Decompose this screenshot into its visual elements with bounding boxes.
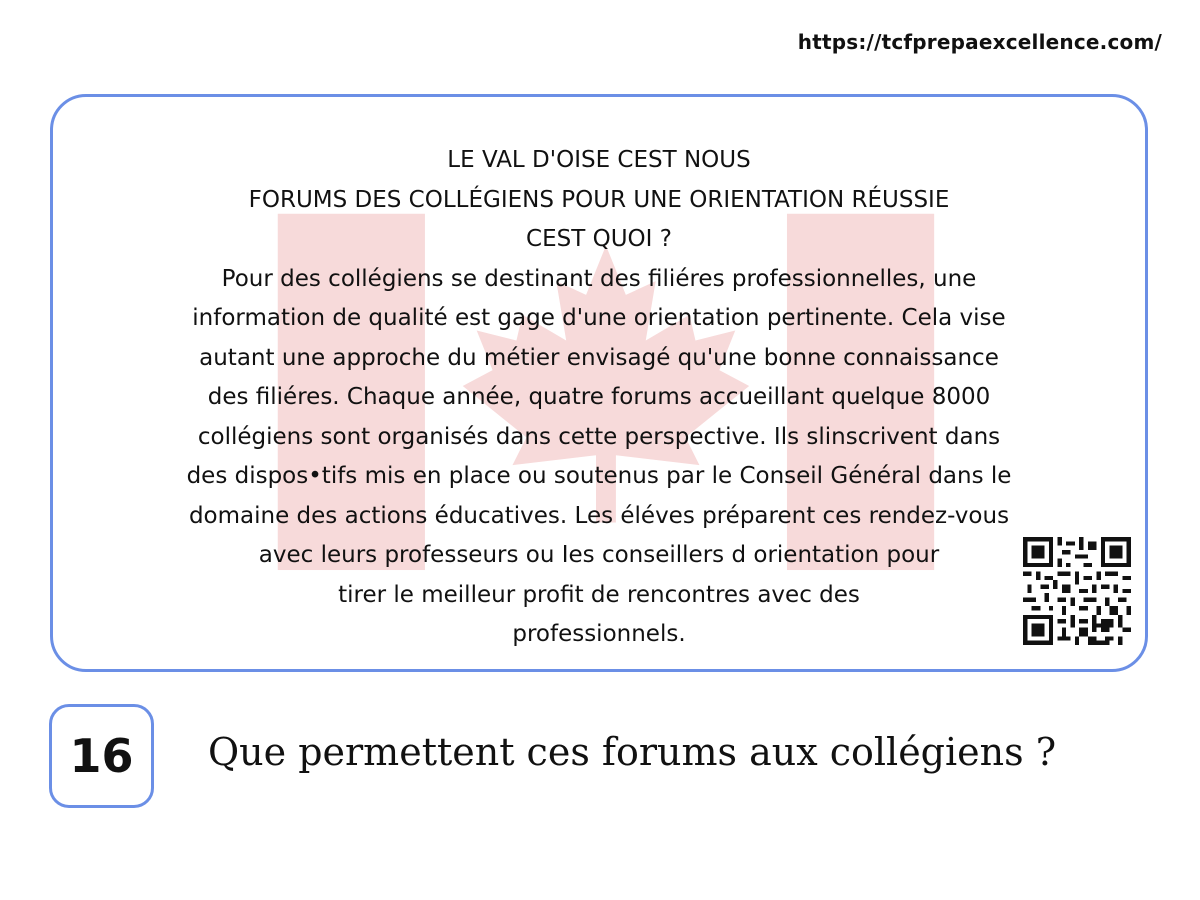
passage-line: domaine des actions éducatives. Les éléves préparent ces rendez-vous (188, 502, 1010, 529)
passage-line: Pour des collégiens se destinant des filiéres professionnelles, une (221, 265, 977, 292)
question-text: Que permettent ces forums aux collégiens ? (208, 730, 1057, 774)
question-number: 16 (69, 729, 134, 783)
passage-line: collégiens sont organisés dans cette perspective. Ils slinscrivent dans (197, 423, 1001, 450)
passage-line: des filiéres. Chaque année, quatre forums accueillant quelque 8000 (207, 384, 991, 410)
reading-passage (53, 141, 1145, 655)
passage-line: avec leurs professeurs ou Ies conseillers d orientation pour (258, 542, 940, 568)
passage-line: LE VAL D'OISE CEST NOUS (447, 147, 751, 173)
passage-line: professionnels. (512, 621, 686, 647)
question-number-box (49, 704, 154, 808)
passage-line: des dispos•tifs mis en place ou soutenus par le Conseil Général dans le (186, 463, 1012, 489)
reading-passage-card (50, 94, 1148, 672)
passage-line: tirer le meilleur profit de rencontres avec des (338, 581, 860, 608)
site-url[interactable]: https://tcfprepaexcellence.com/ (797, 30, 1162, 54)
passage-line: information de qualité est gage d'une orientation pertinente. Cela vise (192, 305, 1006, 331)
qr-code-icon[interactable] (1023, 537, 1131, 645)
passage-line: autant une approche du métier envisagé qu'une bonne connaissance (199, 344, 999, 371)
passage-line: FORUMS DES COLLÉGIENS POUR UNE ORIENTATION RÉUSSIE (248, 186, 950, 213)
passage-line: CEST QUOI ? (526, 226, 672, 252)
